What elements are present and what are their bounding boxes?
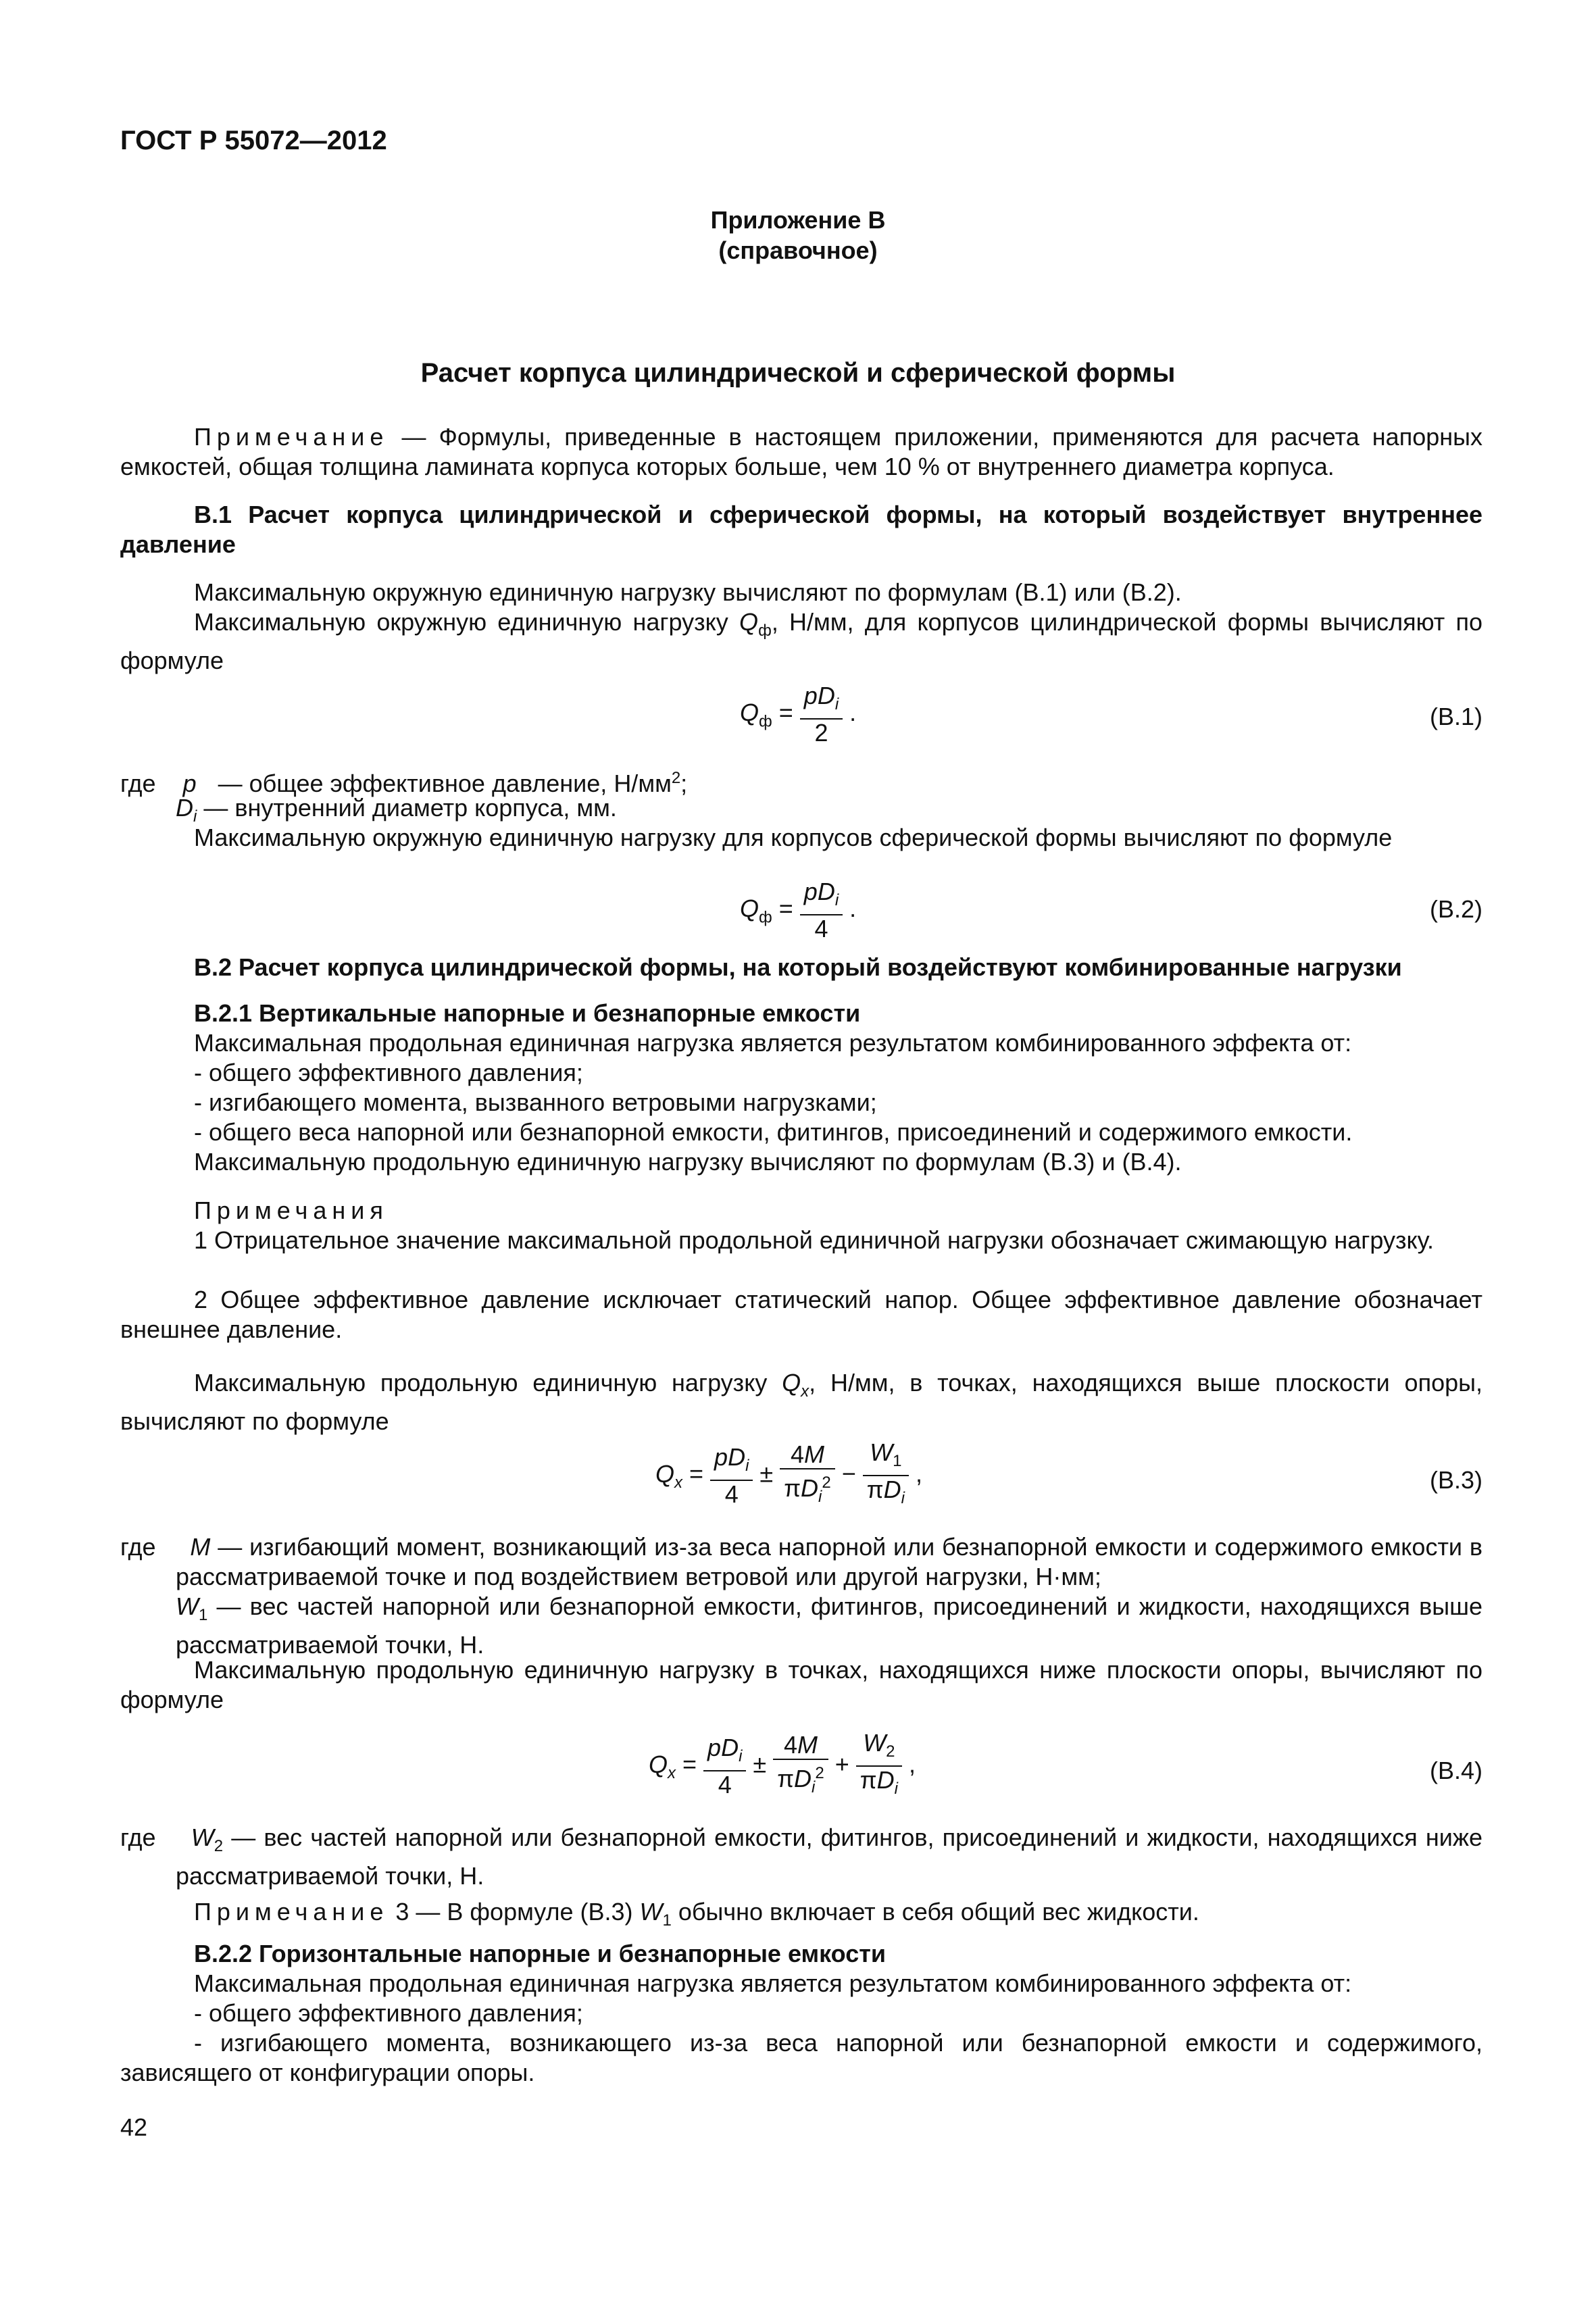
qx-paragraph: Максимальную продольную единичную нагрузку $Q_x$, Н/мм, в точках, находящихся выше плоскости опоры, вычисляют по формуле — [120, 1369, 1482, 1436]
where-w2-def: — вес частей напорной или безнапорной емкости, фитингов, присоединений и жидкости, находящихся ниже рассматриваемой точки, Н. — [176, 1823, 1482, 1890]
notes-label: Примечания — [194, 1197, 389, 1224]
document-number: ГОСТ Р 55072—2012 — [120, 126, 387, 155]
note3-start: 3 — В формуле (В.3) — [395, 1898, 633, 1926]
where-d-line: $D_i$ — внутренний диаметр корпуса, мм. — [176, 794, 617, 826]
b1-paragraph-2: Максимальную окружную единичную нагрузку $Q_ф$, Н/мм, для корпусов цилиндрической формы вычисляют по формуле — [120, 608, 1483, 675]
equation-b3-number: (В.3) — [1429, 1466, 1482, 1494]
where-m-def: — изгибающий момент, возникающий из-за веса напорной или безнапорной емкости и содержимого емкости в рассматриваемой точке и под воздействием ветровой или другой нагрузки, Н·мм; — [176, 1533, 1482, 1590]
b21-list-item: - общего веса напорной или безнапорной емкости, фитингов, присоединений и содержимого емкости. — [194, 1118, 1353, 1146]
where-block-1: где p — общее эффективное давление, $Н/мм^2$; — [120, 769, 688, 797]
where-w1-def: — вес частей напорной или безнапорной емкости, фитингов, присоединений и жидкости, находящихся выше рассматриваемой точки, Н. — [176, 1592, 1482, 1659]
qx-p-end: , Н/мм, в точках, находящихся выше плоскости опоры, вычисляют по формуле — [120, 1369, 1482, 1436]
note-1: 1 Отрицательное значение максимальной продольной единичной нагрузки обозначает сжимающую нагрузку. — [194, 1226, 1435, 1254]
equation-b2: $Q_ф$ = $\frac{pD_i}{4}$ . — [740, 878, 857, 943]
b2-heading: В.2 Расчет корпуса цилиндрической формы, на который воздействуют комбинированные нагрузки — [194, 953, 1402, 981]
b21-list-item: - общего эффективного давления; — [194, 1059, 583, 1086]
page-number: 42 — [120, 2113, 148, 2141]
equation-b2-number: (В.2) — [1429, 895, 1482, 923]
section-title: Расчет корпуса цилиндрической и сферической формы — [420, 358, 1176, 388]
b22-paragraph-1: Максимальная продольная единичная нагрузка является результатом комбинированного эффекта от: — [194, 1969, 1352, 1997]
note-2: 2 Общее эффективное давление исключает статический напор. Общее эффективное давление обозначает внешнее давление. — [120, 1286, 1482, 1343]
note-3: Примечание 3 — В формуле (В.3) $W_1$ обычно включает в себя общий вес жидкости. — [194, 1898, 1199, 1930]
note3-end: обычно включает в себя общий вес жидкости. — [678, 1898, 1199, 1926]
where-label: где — [120, 1533, 156, 1561]
b21-paragraph-1: Максимальная продольная единичная нагрузка является результатом комбинированного эффекта от: — [194, 1029, 1352, 1057]
equation-b4: $Q_x$ = $\frac{pD_i}{4}$ ± $\frac{4M}{\pi D_i^2}$ + $\frac{W_2}{\pi D_i}$ , — [649, 1729, 916, 1799]
where-p-def: — общее эффективное давление, Н/мм — [218, 770, 672, 797]
b1-p2-end: , Н/мм, для корпусов цилиндрической формы вычисляют по формуле — [120, 608, 1483, 675]
equation-b3: $Q_x$ = $\frac{pD_i}{4}$ ± $\frac{4M}{\pi D_i^2}$ − $\frac{W_1}{\pi D_i}$ , — [655, 1438, 922, 1508]
b1-heading: В.1 Расчет корпуса цилиндрической и сферической формы, на который воздействует внутреннее давление — [120, 501, 1482, 558]
where-w2: где $W_2$ — вес частей напорной или безнапорной емкости, фитингов, присоединений и жидкости, находящихся ниже рассматриваемой точки, Н. — [120, 1823, 1482, 1890]
appendix-title: Приложение В — [710, 206, 886, 234]
b22-list-item: - изгибающего момента, возникающего из-за веса напорной или безнапорной емкости и содержимого, зависящего от конфигурации опоры. — [120, 2029, 1482, 2086]
qx-p-start: Максимальную продольную единичную нагрузку — [194, 1369, 768, 1397]
note-label: Примечание — [194, 423, 389, 451]
b1-paragraph-1: Максимальную окружную единичную нагрузку вычисляют по формулам (В.1) или (В.2). — [194, 578, 1182, 606]
equation-b1-number: (В.1) — [1429, 703, 1482, 730]
where-label: где — [120, 770, 156, 797]
where-label: где — [120, 1823, 156, 1851]
below-paragraph: Максимальную продольную единичную нагрузку в точках, находящихся ниже плоскости опоры, вычисляют по формуле — [120, 1656, 1482, 1713]
equation-b4-number: (В.4) — [1429, 1757, 1482, 1784]
b1-p2-start: Максимальную окружную единичную нагрузку — [194, 608, 728, 636]
note3-label: Примечание — [194, 1898, 389, 1926]
where-m: где M — изгибающий момент, возникающий из-за веса напорной или безнапорной емкости и содержимого емкости в рассматриваемой точке и под воздействием ветровой или другой нагрузки, Н·мм; — [120, 1533, 1482, 1590]
equation-b1: $Q_ф$ = $\frac{pD_i}{2}$ . — [740, 682, 857, 747]
b21-heading: В.2.1 Вертикальные напорные и безнапорные емкости — [194, 999, 861, 1027]
b21-paragraph-2: Максимальную продольную единичную нагрузку вычисляют по формулам (В.3) и (В.4). — [194, 1148, 1182, 1176]
where-d-def: — внутренний диаметр корпуса, мм. — [203, 794, 617, 822]
b22-list-item: - общего эффективного давления; — [194, 1999, 583, 2027]
intro-note — [120, 422, 1482, 482]
b21-list-item: - изгибающего момента, вызванного ветровыми нагрузками; — [194, 1088, 877, 1116]
b22-heading: В.2.2 Горизонтальные напорные и безнапорные емкости — [194, 1940, 886, 1967]
note-text: — Формулы, приведенные в настоящем приложении, применяются для расчета напорных емкостей, общая толщина ламината корпуса которых больше, чем 10 % от внутреннего диаметра корпуса. — [120, 423, 1482, 480]
where-w1: $W_1$ — вес частей напорной или безнапорной емкости, фитингов, присоединений и жидкости, находящихся выше рассматриваемой точки, Н. — [176, 1592, 1482, 1659]
appendix-subtitle: (справочное) — [718, 236, 878, 264]
b1-paragraph-3: Максимальную окружную единичную нагрузку для корпусов сферической формы вычисляют по формуле — [194, 824, 1393, 851]
